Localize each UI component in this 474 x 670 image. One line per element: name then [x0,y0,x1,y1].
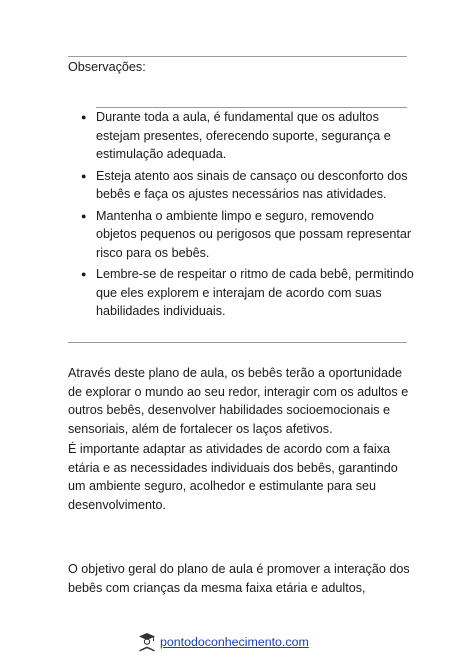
list-item-text: Durante toda a aula, é fundamental que os adultos estejam presentes, oferecendo suporte, segurança e estimulação adequada. [96,110,391,161]
list-item-text: Esteja atento aos sinais de cansaço ou desconforto dos bebês e faça os ajustes necessários nas atividades. [96,168,408,201]
graduate-reader-icon [137,632,157,652]
list-item-text: Lembre-se de respeitar o ritmo de cada bebê, permitindo que eles explorem e interajam de acordo com suas habilidades individuais. [96,267,414,318]
bullet-icon: ● [81,170,87,181]
bullet-icon: ● [81,112,87,122]
list-item [78,207,418,263]
paragraph-objective: O objetivo geral do plano de aula é promover a interação dos bebês com crianças da mesma faixa etária e adultos, [68,562,410,595]
list-item [78,167,418,204]
page-footer [137,632,309,652]
separator-top [68,56,407,57]
separator-bottom [68,342,407,343]
notes-list [78,108,418,324]
bullet-icon: ● [81,269,87,279]
notes-heading: Observações: [68,60,146,74]
list-item-text: Mantenha o ambiente limpo e seguro, removendo objetos pequenos ou perigosos que possam representar risco para os bebês. [96,208,412,260]
bullet-icon: ● [81,210,87,221]
list-item [78,108,418,164]
site-link[interactable]: pontodoconhecimento.com [160,635,309,649]
list-item [78,265,418,321]
paragraph-adaptation: É importante adaptar as atividades de acordo com a faixa etária e as necessidades individuais dos bebês, garantindo um ambiente seguro, acolhedor e estimulante para seu desenvolvimento. [68,442,398,512]
paragraph-opportunity: Através deste plano de aula, os bebês terão a oportunidade de explorar o mundo ao seu redor, interagir com os adultos e outros bebês, desenvolver habilidades socioemocionais e sensoriais, além de fortalecer os laços afetivos. [68,366,409,436]
